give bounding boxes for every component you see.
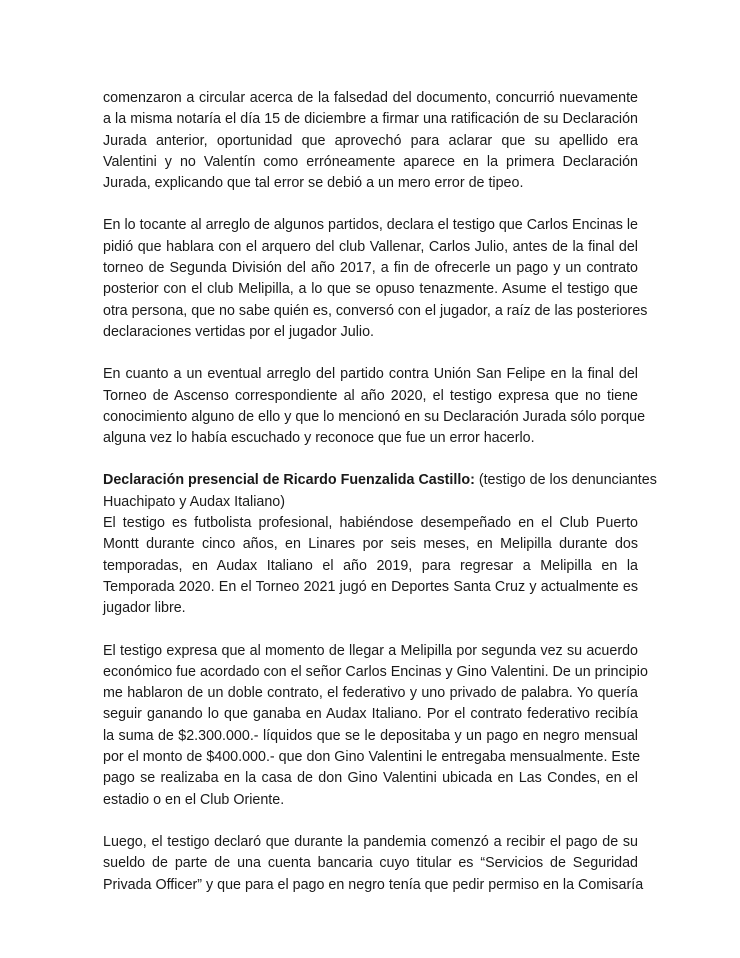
paragraph-acuerdo-economico xyxy=(103,641,648,811)
text-line: por el monto de $400.000.- que don Gino Valentini le entregaba mensualmente. Este xyxy=(103,749,641,766)
text-line: estadio o en el Club Oriente. xyxy=(103,791,285,808)
text-line: El testigo expresa que al momento de llegar a Melipilla por segunda vez su acuerdo xyxy=(103,642,638,659)
text-line: a la misma notaría el día 15 de diciembre a firmar una ratificación de su Declaración xyxy=(103,111,638,128)
text-line: Jurada anterior, oportunidad que aprovechó para aclarar que su apellido era xyxy=(103,132,638,149)
text-line: temporadas, en Audax Italiano el año 2019, para regresar a Melipilla en la xyxy=(103,557,638,574)
text-line: Jurada, explicando que tal error se debió a un mero error de tipeo. xyxy=(103,175,524,192)
text-line: En cuanto a un eventual arreglo del partido contra Unión San Felipe en la final del xyxy=(103,366,638,383)
heading-line xyxy=(103,470,657,491)
text-line: pidió que hablara con el arquero del club Vallenar, Carlos Julio, antes de la final del xyxy=(103,238,638,255)
heading-line-2: Huachipato y Audax Italiano) xyxy=(103,493,286,510)
text-line: Torneo de Ascenso correspondiente al año 2020, el testigo expresa que no tiene xyxy=(103,387,638,404)
text-line: conocimiento alguno de ello y que lo mencionó en su Declaración Jurada sólo porque xyxy=(103,408,646,425)
text-line: alguna vez lo había escuchado y reconoce que fue un error hacerlo. xyxy=(103,430,535,447)
text-line: Luego, el testigo declaró que durante la pandemia comenzó a recibir el pago de su xyxy=(103,833,638,850)
text-line: económico fue acordado con el señor Carlos Encinas y Gino Valentini. De un principio xyxy=(103,663,648,680)
text-line: Montt durante cinco años, en Linares por seis meses, en Melipilla durante dos xyxy=(103,536,638,553)
text-line: Privada Officer” y que para el pago en negro tenía que pedir permiso en la Comisaría xyxy=(103,876,644,893)
paragraph-falsedad xyxy=(103,88,638,194)
text-line: Valentini y no Valentín como erróneamente aparece en la primera Declaración xyxy=(103,153,638,170)
text-line: sueldo de parte de una cuenta bancaria cuyo titular es “Servicios de Seguridad xyxy=(103,855,638,872)
text-line: En lo tocante al arreglo de algunos partidos, declara el testigo que Carlos Encinas le xyxy=(103,217,638,234)
text-line: otra persona, que no sabe quién es, conversó con el jugador, a raíz de las posteriores xyxy=(103,302,648,319)
text-line: me hablaron de un doble contrato, el federativo y uno privado de palabra. Yo quería xyxy=(103,685,638,702)
text-line: declaraciones vertidas por el jugador Julio. xyxy=(103,323,374,340)
heading-rest: (testigo de los denunciantes xyxy=(474,472,657,489)
paragraph-trayectoria xyxy=(103,513,638,619)
paragraph-arreglo-partidos xyxy=(103,215,648,343)
text-line: jugador libre. xyxy=(103,600,186,617)
heading-bold-title: Declaración presencial de Ricardo Fuenzalida Castillo: xyxy=(103,472,475,489)
text-line: torneo de Segunda División del año 2017, a fin de ofrecerle un pago y un contrato xyxy=(103,260,638,277)
text-line: la suma de $2.300.000.- líquidos que se le depositaba y un pago en negro mensual xyxy=(103,727,638,744)
paragraph-union-san-felipe xyxy=(103,364,646,449)
paragraph-pandemia xyxy=(103,832,644,896)
text-line: El testigo es futbolista profesional, habiéndose desempeñado en el Club Puerto xyxy=(103,515,638,532)
document-page xyxy=(103,88,657,917)
text-line: Temporada 2020. En el Torneo 2021 jugó en Deportes Santa Cruz y actualmente es xyxy=(103,578,638,595)
section-heading-fuenzalida xyxy=(103,470,657,513)
text-line: posterior con el club Melipilla, a lo que se opuso tenazmente. Asume el testigo que xyxy=(103,281,638,298)
text-line: seguir ganando lo que ganaba en Audax Italiano. Por el contrato federativo recibía xyxy=(103,706,638,723)
text-line: pago se realizaba en la casa de don Gino Valentini ubicada en Las Condes, en el xyxy=(103,770,638,787)
text-line: comenzaron a circular acerca de la falsedad del documento, concurrió nuevamente xyxy=(103,90,638,106)
